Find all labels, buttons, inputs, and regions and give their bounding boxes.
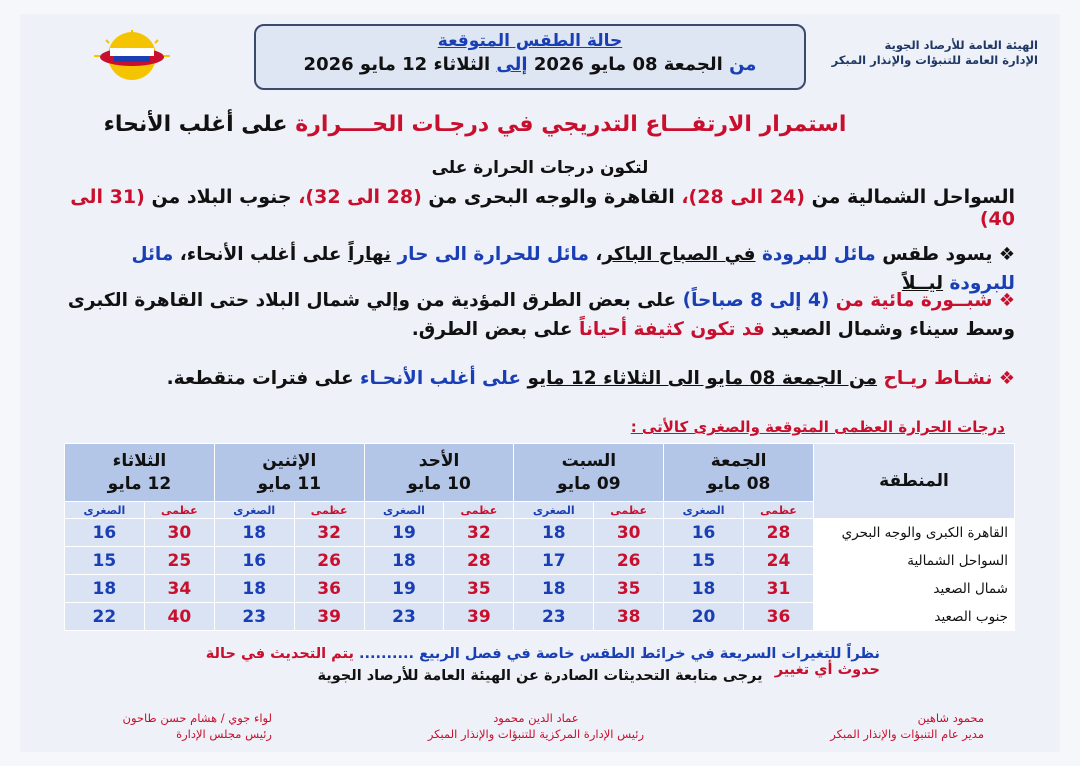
update-note-b: يتم التحديث في حالة حدوث أي تغيير	[205, 646, 880, 678]
min-label: الصغرى	[664, 502, 744, 519]
table-body	[65, 519, 1015, 631]
max-temp-cell: 35	[594, 575, 664, 603]
region-1-range: (24 الى 28)،	[681, 186, 805, 208]
signature-central-head	[428, 710, 644, 742]
max-temp-cell: 30	[144, 519, 214, 547]
region-cell: السواحل الشمالية	[814, 547, 1015, 575]
min-label: الصغرى	[514, 502, 594, 519]
region-2: القاهرة والوجه البحرى من	[428, 186, 675, 208]
day-header-sat	[514, 444, 664, 502]
table-header-days	[65, 444, 1015, 502]
headline-tail: على أغلب الأنحاء	[103, 112, 288, 137]
min-label: الصغرى	[65, 502, 145, 519]
signature-title: مدير عام التنبؤات والإنذار المبكر	[830, 727, 984, 741]
max-temp-cell: 36	[743, 603, 813, 631]
day-header-fri	[664, 444, 814, 502]
region-column-header: المنطقة	[814, 444, 1015, 519]
day-name: السبت	[561, 450, 617, 471]
min-temp-cell: 16	[664, 519, 744, 547]
title-box	[254, 24, 806, 90]
region-cell: القاهرة الكبرى والوجه البحري	[814, 519, 1015, 547]
max-label: عظمى	[144, 502, 214, 519]
signature-director	[830, 710, 984, 742]
update-note-a: نظراً للتغيرات السريعة في خرائط الطقس خاصة في فصل الربيع ..........	[358, 646, 880, 662]
day-name: الأحد	[418, 450, 460, 471]
max-temp-cell: 39	[294, 603, 364, 631]
day-name: الجمعة	[710, 450, 767, 471]
bullet2-text-a: شبــورة مائية من	[835, 290, 993, 311]
temperature-intro: لتكون درجات الحرارة على	[431, 158, 649, 178]
regions-temperature-summary	[60, 186, 1015, 230]
max-temp-cell: 26	[294, 547, 364, 575]
date-to: الثلاثاء 12 مايو 2026	[303, 54, 491, 75]
bullet-wind	[60, 364, 1015, 393]
bullet-fog	[60, 286, 1015, 344]
bullet2-text-b: (4 إلى 8 صباحاً)	[682, 290, 830, 311]
max-temp-cell: 28	[444, 547, 514, 575]
max-temp-cell: 32	[294, 519, 364, 547]
min-temp-cell: 18	[664, 575, 744, 603]
min-temp-cell: 16	[214, 547, 294, 575]
region-3-range: (31 الى 40)	[70, 186, 1015, 230]
bullet1-text-h: مائل للبرودة	[131, 244, 1015, 294]
max-temp-cell: 26	[594, 547, 664, 575]
region-cell: جنوب الصعيد	[814, 603, 1015, 631]
bullet1-text-g: على أغلب الأنحاء،	[179, 244, 342, 265]
organization-header	[818, 38, 1038, 68]
diamond-bullet-icon: ❖	[998, 290, 1015, 311]
max-temp-cell: 40	[144, 603, 214, 631]
signature-name: محمود شاهين	[917, 711, 984, 725]
headline	[100, 112, 850, 137]
day-date: 09 مايو	[557, 473, 621, 494]
min-temp-cell: 23	[514, 603, 594, 631]
bullet3-text-b: من الجمعة 08 مايو الى الثلاثاء 12 مايو	[527, 368, 878, 389]
max-label: عظمى	[594, 502, 664, 519]
min-temp-cell: 18	[214, 575, 294, 603]
min-temp-cell: 15	[664, 547, 744, 575]
bulletin-title: حالة الطقس المتوقعة	[437, 31, 623, 51]
region-1: السواحل الشمالية من	[811, 186, 1015, 208]
day-name: الإثنين	[262, 450, 317, 471]
max-temp-cell: 24	[743, 547, 813, 575]
day-date: 08 مايو	[706, 473, 771, 494]
diamond-bullet-icon: ❖	[998, 368, 1015, 389]
day-name: الثلاثاء	[112, 450, 167, 471]
bullet1-text-d: ،	[595, 244, 603, 265]
day-date: 10 مايو	[407, 473, 471, 494]
min-temp-cell: 19	[364, 519, 444, 547]
min-temp-cell: 18	[514, 519, 594, 547]
min-label: الصغرى	[214, 502, 294, 519]
ema-logo	[92, 30, 172, 82]
bulletin-date-range	[256, 52, 804, 78]
min-temp-cell: 18	[514, 575, 594, 603]
max-temp-cell: 31	[743, 575, 813, 603]
signature-title: رئيس الإدارة المركزية للتنبؤات والإنذار المبكر	[427, 727, 644, 741]
min-temp-cell: 15	[65, 547, 145, 575]
signature-chairman	[123, 710, 272, 742]
region-cell: شمال الصعيد	[814, 575, 1015, 603]
min-temp-cell: 17	[514, 547, 594, 575]
max-temp-cell: 32	[444, 519, 514, 547]
max-temp-cell: 34	[144, 575, 214, 603]
day-header-sun	[364, 444, 514, 502]
date-from: الجمعة 08 مايو 2026	[533, 54, 723, 75]
max-temp-cell: 36	[294, 575, 364, 603]
day-header-tue	[65, 444, 215, 502]
max-temp-cell: 35	[444, 575, 514, 603]
max-temp-cell: 25	[144, 547, 214, 575]
max-temp-cell: 38	[594, 603, 664, 631]
day-date: 12 مايو	[107, 473, 172, 494]
day-date: 11 مايو	[257, 473, 322, 494]
table-row	[65, 603, 1015, 631]
min-temp-cell: 18	[65, 575, 145, 603]
min-temp-cell: 20	[664, 603, 744, 631]
min-temp-cell: 18	[214, 519, 294, 547]
diamond-bullet-icon: ❖	[998, 244, 1015, 265]
max-label: عظمى	[743, 502, 813, 519]
bullet2-text-e: على بعض الطرق.	[411, 319, 573, 340]
from-word: من	[729, 54, 757, 75]
temperature-table	[64, 443, 1015, 631]
day-header-mon	[214, 444, 364, 502]
max-temp-cell: 28	[743, 519, 813, 547]
min-temp-cell: 18	[364, 547, 444, 575]
bullet3-text-d: على فترات متقطعة.	[166, 368, 354, 389]
bullet1-text-f: نهاراً	[347, 244, 392, 265]
region-2-range: (28 الى 32)،	[298, 186, 422, 208]
max-label: عظمى	[294, 502, 364, 519]
bullet3-text-c: على أغلب الأنحـاء	[360, 368, 522, 389]
table-row	[65, 519, 1015, 547]
max-temp-cell: 30	[594, 519, 664, 547]
min-temp-cell: 16	[65, 519, 145, 547]
signature-name: لواء جوي / هشام حسن طاحون	[122, 711, 272, 725]
bullet1-text-i: ليــلاً	[901, 273, 944, 294]
signature-name: عماد الدين محمود	[493, 711, 579, 725]
headline-main: استمرار الارتفـــاع التدريجي في درجـات الحــــرارة	[295, 112, 847, 137]
signature-title: رئيس مجلس الإدارة	[176, 727, 272, 741]
min-label: الصغرى	[364, 502, 444, 519]
follow-updates-note: يرجى متابعة التحديثات الصادرة عن الهيئة العامة للأرصاد الجوية	[317, 668, 763, 684]
min-temp-cell: 23	[214, 603, 294, 631]
min-temp-cell: 19	[364, 575, 444, 603]
bullet1-text-e: مائل للحرارة الى حار	[397, 244, 589, 265]
org-department: الإدارة العامة للتنبؤات والإنذار المبكر	[831, 53, 1038, 67]
bullet1-text-a: يسود طقس	[882, 244, 993, 265]
table-caption: درجات الحرارة العظمى المتوقعة والصغرى كالأتى :	[630, 418, 1005, 436]
min-temp-cell: 23	[364, 603, 444, 631]
bullet2-text-d: قد تكون كثيفة أحياناً	[579, 319, 765, 340]
max-label: عظمى	[444, 502, 514, 519]
to-word: إلى	[496, 54, 528, 75]
region-3: جنوب البلاد من	[151, 186, 292, 208]
max-temp-cell: 39	[444, 603, 514, 631]
bullet3-text-a: نشـاط ريـاح	[883, 368, 993, 389]
table-row	[65, 547, 1015, 575]
min-temp-cell: 22	[65, 603, 145, 631]
bullet2-text-c: على بعض الطرق المؤدية من وإلي شمال البلاد حتى القاهرة الكبرى وسط سيناء وشمال الصعيد	[67, 290, 1015, 340]
bullet1-text-c: في الصباح الباكر	[602, 244, 756, 265]
bullet1-text-b: مائل للبرودة	[761, 244, 876, 265]
table-row	[65, 575, 1015, 603]
org-name: الهيئة العامة للأرصاد الجوية	[884, 38, 1038, 52]
